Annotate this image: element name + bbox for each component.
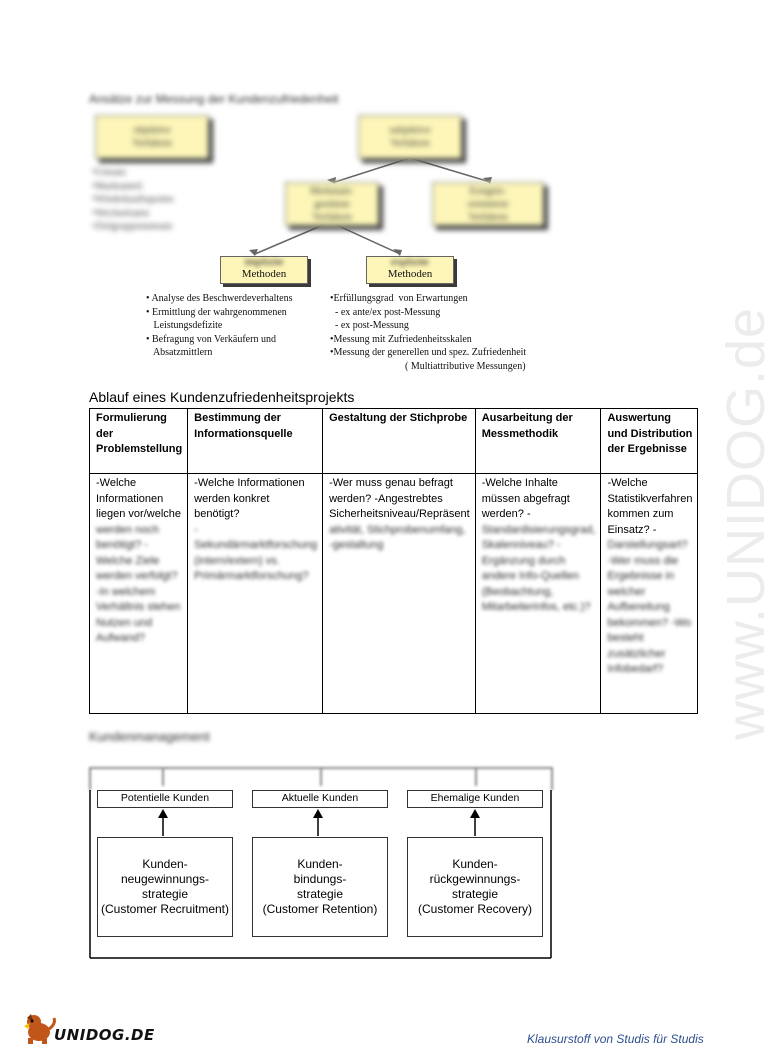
cell-text-blurred: Standardisierungsgrad, Skalenniveau? -Ergänzung durch andere Info-Quellen (Beobachtung, Mitarbeiterinfos, etc.)? [481,523,596,613]
cell-text: -Welche Informationen liegen vor/welche [96,477,181,520]
cell-text-blurred: werden noch benötigt? -Welche Ziele werden verfolgt? -In welchem Verhältnis stehen Nutzen und Aufwand? [96,523,181,644]
table-header-cell: Auswertung und Distribution der Ergebnisse [601,409,698,474]
methods-label: Methoden [241,268,287,280]
section3-title: Kundenmanagement [89,729,210,744]
implicit-label: implizite [244,256,284,268]
strategy-line: Kunden- [297,857,343,871]
section1-title: Ansätze zur Messung der Kundenzufriedenheit [89,92,339,106]
table-header-cell: Ausarbeitung der Messmethodik [475,409,601,474]
recruitment-strategy-box [97,837,233,937]
label: Verfahren [132,138,172,149]
current-customers-box: Aktuelle Kunden [252,790,388,808]
label: Merkmals- [310,185,354,197]
list-item: •Marktanteil [92,180,143,192]
list-item: •Wiederkaufsquoten [92,194,174,205]
strategy-line: Kunden- [452,857,498,871]
recovery-strategy-box [407,837,543,937]
watermark: www.UNIDOG.de [716,306,776,740]
label: orientierte [467,198,509,210]
cell-text: -Welche Inhalte müssen abgefragt werden? - [481,477,570,520]
strategy-line: bindungs- [293,872,347,886]
cell-text: -Wer muss genau befragt werden? -Angestrebtes Sicherheitsniveau/Repräsent [329,477,470,520]
strategy-line: (Customer Retention) [262,902,378,916]
strategy-line: (Customer Recruitment) [100,902,230,916]
table-header-cell: Gestaltung der Stichprobe [323,409,476,474]
list-item: Absatzmittlern [146,347,213,358]
strategy-line: (Customer Recovery) [417,902,533,916]
label: subjektive [389,125,431,136]
list-item: • Analyse des Beschwerdeverhaltens [146,293,293,304]
table-header-cell: Bestimmung der Informationsquelle [188,409,323,474]
cell-text-blurred: ativität, Stichprobenumfang, -gestaltung [329,523,466,551]
section2-title: Ablauf eines Kundenzufriedenheitsprojekts [89,389,355,405]
cell-text-blurred: Darstellungsart? -Wer muss die Ergebnisse in welcher Aufbereitung bekommen? -Wo besteht zusätzlicher Infobedarf? [607,539,692,675]
label: Verfahren [468,211,508,223]
footer-tagline: Klausurstoff von Studis für Studis [527,1032,704,1046]
list-item: • Ermittlung der wahrgenommenen [146,306,287,318]
cell-text-blurred: - Sekundärmarktforschung (intern/extern) vs. Primärmarktforschung? [194,523,318,582]
strategy-line: strategie [141,887,189,901]
strategy-line: strategie [296,887,344,901]
list-item: •Erfüllungsgrad von Erwartungen [330,293,468,304]
strategy-line: Kunden- [142,857,188,871]
list-item: ( Multiattributive Messungen) [330,360,526,372]
list-item: •Umsatz [92,167,127,178]
potential-customers-box: Potentielle Kunden [97,790,233,808]
label: objektive [133,125,171,136]
list-item: •Messung der generellen und spez. Zufriedenheit [330,347,527,358]
label: Verfahren [390,138,430,149]
cell-text: -Welche Statistikverfahren kommen zum Einsatz? - [607,477,693,536]
list-item: Leistungsdefizite [146,320,223,331]
unidog-logo [22,1012,155,1046]
strategy-line: neugewinnungs- [120,872,210,886]
explicit-label: explizite [391,256,429,268]
list-item: - ex post-Messung [330,320,409,331]
strategy-line: strategie [451,887,499,901]
list-item: •Zielgruppenumsatz [92,221,173,232]
list-item: - ex ante/ex post-Messung [330,306,441,318]
former-customers-box: Ehemalige Kunden [407,790,543,808]
list-item: •Messung mit Zufriedenheitsskalen [330,333,472,345]
dog-icon [22,1012,58,1046]
table-header-cell: Formulierung der Problemstellung [90,409,188,474]
label: Ereignis- [469,185,507,197]
logo-text: UNIDOG.DE [54,1026,155,1044]
cell-text: -Welche Informationen werden konkret benötigt? [194,477,305,520]
list-item: •Wechselraten [92,207,150,219]
list-item: • Befragung von Verkäufern und [146,333,276,345]
label: Verfahren [312,211,352,223]
strategy-line: rückgewinnungs- [429,872,521,886]
label: gestützte [314,198,350,210]
methods-label: Methoden [387,268,433,280]
retention-strategy-box [252,837,388,937]
